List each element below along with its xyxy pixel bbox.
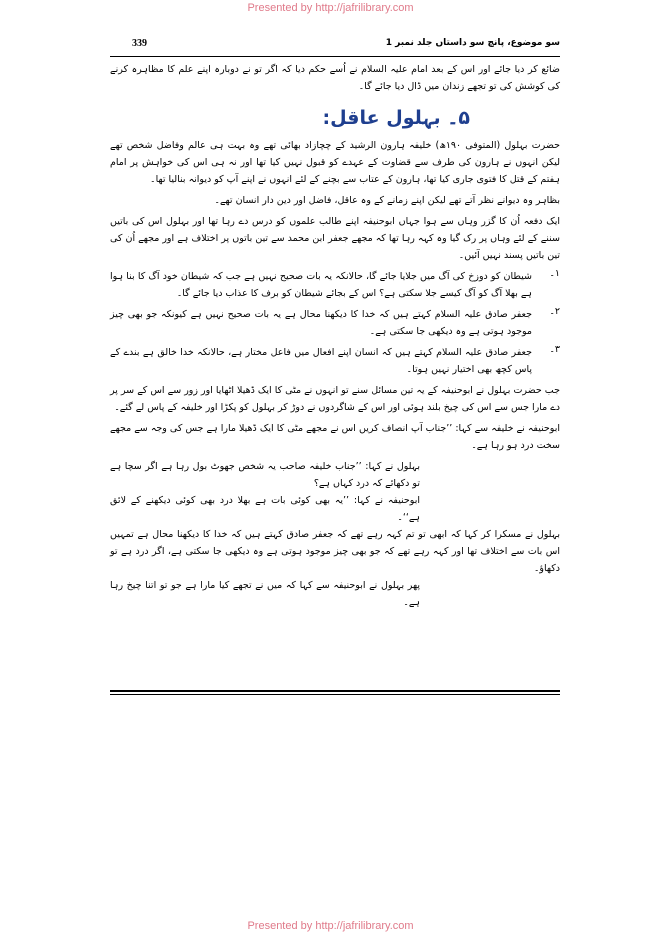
paragraph-9: پھر بہلول نے ابوحنیفہ سے کہا کہ میں نے تجھے کیا مارا ہے جو تو اتنا چیخ رہا ہے۔ [110,580,420,608]
page [110,38,560,611]
page-number: 339 [132,38,147,49]
paragraph-2: بظاہر وہ دیوانے نظر آتے تھے لیکن اپنے زمانے کے وہ عاقل، فاضل اور دین دار انسان تھے۔ [214,195,560,206]
watermark-bottom: Presented by http://jafrilibrary.com [247,920,414,932]
list-marker: ۱۔ [549,268,560,279]
list-item [110,344,560,378]
running-title: سو موضوع، پانچ سو داستاں جلد نمبر 1 [385,38,560,48]
paragraph-3: ایک دفعہ اُن کا گزر وہاں سے ہوا جہاں ابوحنیفہ اپنے طالب علموں کو درس دے رہا تھا اور بہلول اس کی باتیں سننے کے لئے وہاں پر رک گیا وہ کہہ رہا تھا کہ مجھے جعفر ابن محمد سے تین باتوں پر اختلاف ہے اور مجھے اُن کی تین باتیں پسند نہیں آئیں۔ [110,216,560,261]
watermark-top: Presented by http://jafrilibrary.com [247,2,414,14]
paragraph-7: ابوحنیفہ نے کہا: ’’یہ بھی کوئی بات ہے بھلا درد بھی کوئی دیکھنے کے لائق ہے‘‘۔ [110,495,420,523]
paragraph-8: بہلول نے مسکرا کر کہا کہ ابھی تو تم کہہ رہے تھے کہ جعفر صادق کہتے ہیں کہ خدا کا دیکھنا محال ہے تمہیں اس بات سے اختلاف تھا اور کہہ رہے تھے کہ جو بھی چیز موجود ہوتی ہے وہ دیکھی جا سکتی ہے، اگر درد ہے تو دکھاؤ۔ [110,529,560,574]
section-heading: ۵۔ بہلول عاقل: [322,107,470,129]
paragraph-1: حضرت بہلول (المتوفی ۱۹۰ھ) خلیفہ ہارون الرشید کے چچازاد بھائی تھے وہ بہت ہی عالم وفاضل شخص تھے لیکن انہوں نے ہارون کی طرف سے قضاوت کے عہدے کو قبول نہیں کیا تھا اور نہ ہی اس کی خواہش پر امام ہفتم کے قتل کا فتوی جاری کیا تھا، ہارون کے عتاب سے بچنے کے لئے انہوں نے اپنے آپ کو دیوانہ بنالیا تھا۔ [110,140,560,185]
footer-rule-thin [110,694,560,695]
list-item-text: جعفر صادق علیہ السلام کہتے ہیں کہ خدا کا دیکھنا محال ہے یہ بات صحیح نہیں ہے کیونکہ جو بھی چیز موجود ہوتی ہے وہ دیکھی جا سکتی ہے۔ [110,309,532,337]
list-item [110,268,560,302]
list-item [110,306,560,340]
paragraph-6: بہلول نے کہا: ’’جناب خلیفہ صاحب یہ شخص جھوٹ بول رہا ہے اگر سچا ہے تو دکھائے کہ درد کہاں ہے؟ [110,461,420,489]
intro-paragraph: ضائع کر دیا جائے اور اس کے بعد امام علیہ السلام نے اُسے حکم دیا کہ اگر تو نے دوبارہ اپنے علم کا مظاہرہ کرنے کی کوشش کی تو تجھے زندان میں ڈال دیا جائے گا۔ [110,64,560,92]
page-header [110,38,560,57]
list-item-text: جعفر صادق علیہ السلام کہتے ہیں کہ انسان اپنے افعال میں فاعل مختار ہے، حالانکہ خدا خالق ہے بندے کے پاس کچھ بھی اختیار نہیں ہوتا۔ [110,347,532,375]
list-item-text: شیطان کو دوزخ کی آگ میں جلایا جائے گا، حالانکہ یہ بات صحیح نہیں ہے جب کہ شیطان خود آگ کا بنا ہوا ہے بھلا آگ کو آگ کیسے جلا سکتی ہے؟ اس کے بجائے شیطان کو برف کا عذاب دیا جائے گا۔ [110,271,532,299]
paragraph-4: جب حضرت بہلول نے ابوحنیفہ کے یہ تین مسائل سنے تو انہوں نے مٹی کا ایک ڈھیلا اٹھایا اور زور سے اس کے سر پر دے مارا جس سے اس کی چیخ بلند ہوئی اور اس کے شاگردوں نے دوڑ کر بہلول کو پکڑا اور خلیفہ کے پاس لے گئے۔ [110,385,560,413]
list-marker: ۳۔ [549,344,560,355]
footer-rule [110,690,560,692]
list-marker: ۲۔ [549,306,560,317]
paragraph-5: ابوحنیفہ نے خلیفہ سے کہا: ’’جناب آپ انصاف کریں اس نے مجھے مٹی کا ایک ڈھیلا مارا ہے جس کی وجہ سے مجھے سخت درد ہو رہا ہے۔ [110,423,560,451]
